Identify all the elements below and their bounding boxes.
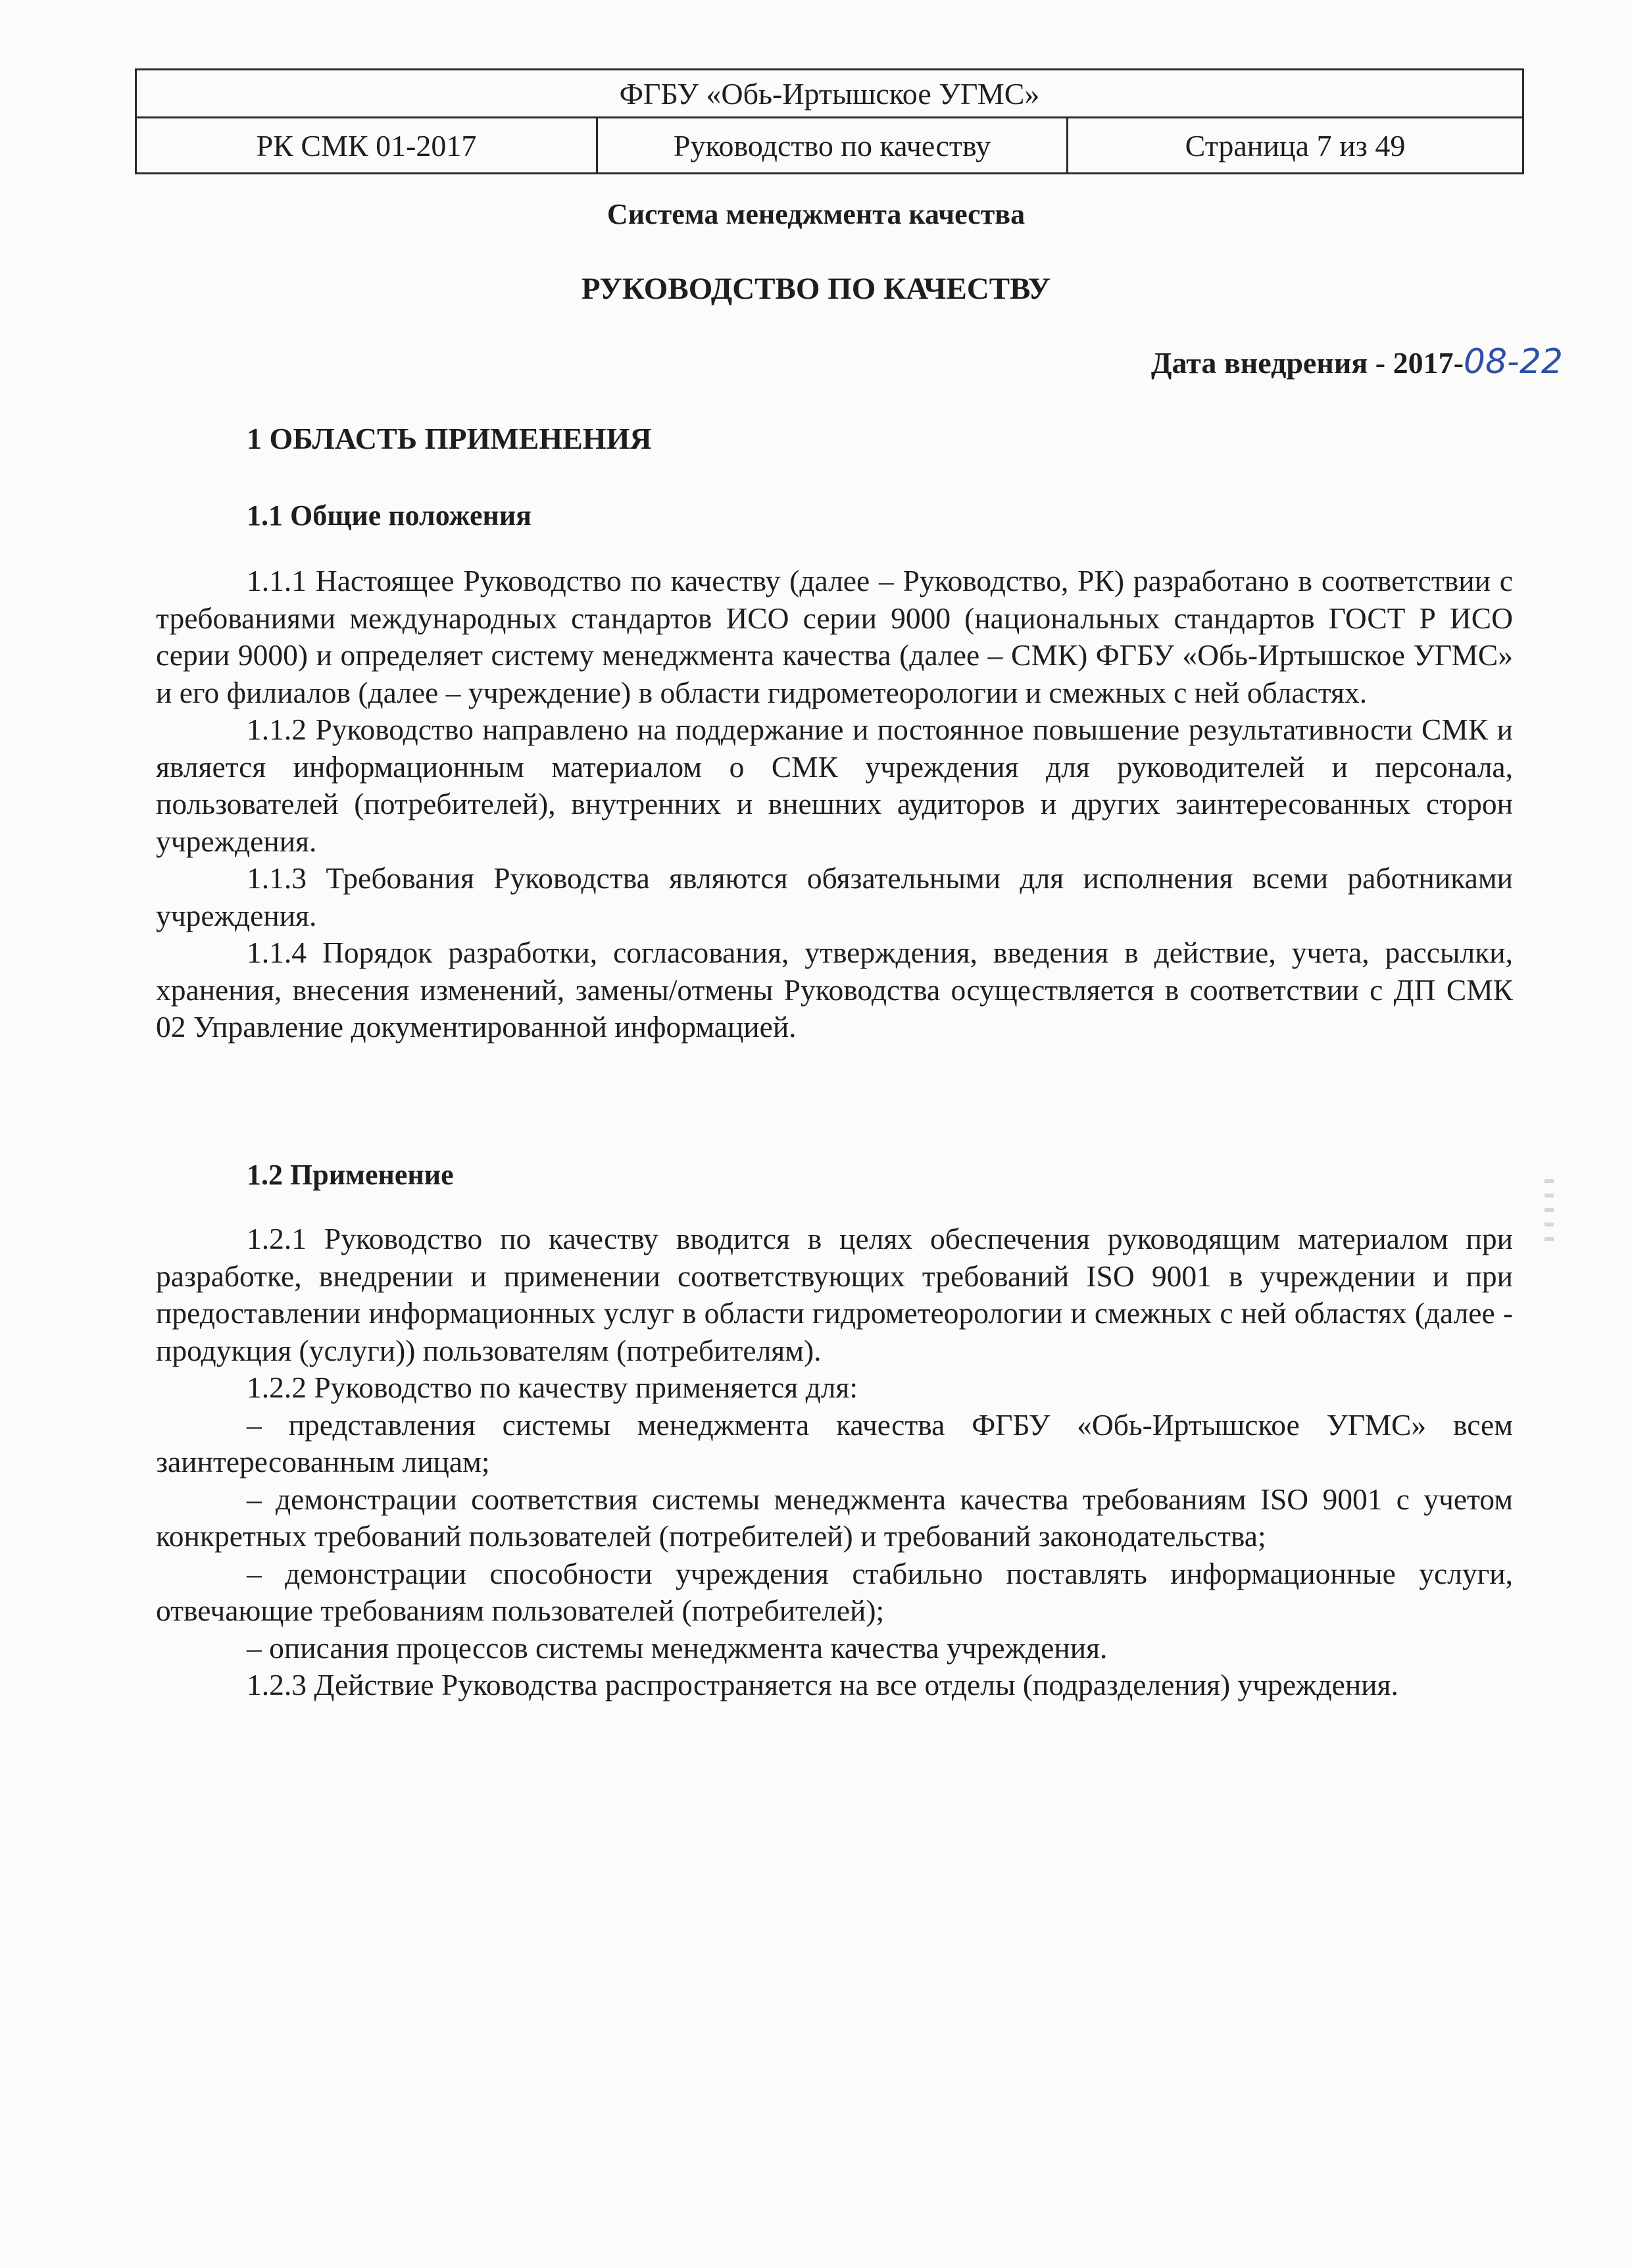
organization-name: ФГБУ «Обь-Иртышское УГМС» [136, 70, 1523, 118]
subsection-heading-application: 1.2 Применение [247, 1159, 454, 1191]
implementation-date [1151, 342, 1563, 382]
paragraph: 1.1.2 Руководство направлено на поддержание и постоянное повышение результативности СМК и является информационным материалом о СМК учреждения для руководителей и персонала, пользователей (потребителей), внутренних и внешних аудиторов и других заинтересованных сторон учреждения. [156, 713, 1513, 858]
subsection-heading-general: 1.1 Общие положения [247, 499, 532, 532]
paragraph: 1.2.2 Руководство по качеству применяется для: [247, 1371, 858, 1404]
paragraph: 1.2.3 Действие Руководства распространяется на все отделы (подразделения) учреждения. [247, 1668, 1398, 1701]
implementation-date-label: Дата внедрения - 2017- [1150, 346, 1464, 380]
paragraph: 1.1.4 Порядок разработки, согласования, утверждения, введения в действие, учета, рассылки, хранения, внесения изменений, замены/отмены Руководства осуществляется в соответствии с ДП СМК 02 Управление документированной информацией. [156, 936, 1513, 1044]
paragraph: 1.1.3 Требования Руководства являются обязательными для исполнения всеми работниками учреждения. [156, 861, 1513, 932]
list-item: – представления системы менеджмента качества ФГБУ «Обь-Иртышское УГМС» всем заинтересованным лицам; [156, 1407, 1513, 1478]
application-text [156, 1221, 1513, 1704]
document-header-table [135, 68, 1524, 174]
list-item: – демонстрации соответствия системы менеджмента качества требованиям ISO 9001 с учетом конкретных требований пользователей (потребителей) и требований законодательства; [156, 1482, 1513, 1553]
section-heading-scope: 1 ОБЛАСТЬ ПРИМЕНЕНИЯ [247, 422, 652, 455]
paragraph: 1.2.1 Руководство по качеству вводится в целях обеспечения руководящим материалом при разработке, внедрении и применении соответствующих требований ISO 9001 в учреждении и при предоставлении информационных услуг в области гидрометеорологии и смежных с ней областях (далее - продукция (услуги)) пользователям (потребителям). [156, 1222, 1513, 1367]
manual-title: РУКОВОДСТВО ПО КАЧЕСТВУ [581, 272, 1051, 306]
scan-margin-mark [1545, 1179, 1554, 1251]
system-title: Система менеджмента качества [606, 198, 1026, 230]
general-provisions-text [156, 563, 1513, 1046]
list-item: – описания процессов системы менеджмента качества учреждения. [247, 1630, 1108, 1665]
list-item: – демонстрации способности учреждения стабильно поставлять информационные услуги, отвечающие требованиям пользователей (потребителей); [156, 1556, 1513, 1627]
page-number: Страница 7 из 49 [1068, 118, 1523, 174]
paragraph: 1.1.1 Настоящее Руководство по качеству (далее – Руководство, РК) разработано в соответствии с требованиями международных стандартов ИСО серии 9000 (национальных стандартов ГОСТ Р ИСО серии 9000) и определяет систему менеджмента качества (далее – СМК) ФГБУ «Обь-Иртышское УГМС» и его филиалов (далее – учреждение) в области гидрометеорологии и смежных с ней областях. [156, 564, 1513, 709]
document-name: Руководство по качеству [597, 118, 1068, 174]
document-code: РК СМК 01-2017 [136, 118, 597, 174]
handwritten-date: 08-22 [1463, 342, 1563, 382]
